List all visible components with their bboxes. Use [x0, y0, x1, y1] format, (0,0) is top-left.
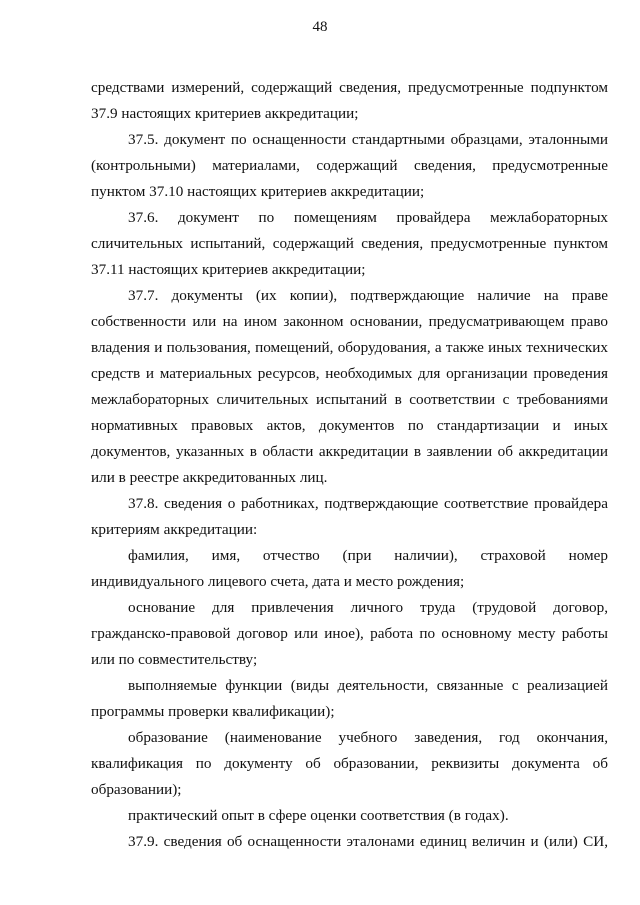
document-body: [91, 75, 608, 855]
page-number: 48: [312, 19, 328, 35]
paragraph-37-5: 37.5. документ по оснащенности стандартными образцами, эталонными (контрольными) материалами, содержащий сведения, предусмотренные пунктом 37.10 настоящих критериев аккредитации;: [91, 131, 608, 200]
paragraph-education: образование (наименование учебного заведения, год окончания, квалификация по документу об образовании, реквизиты документа об образовании);: [91, 729, 608, 798]
paragraph-37-7: 37.7. документы (их копии), подтверждающие наличие на праве собственности или на ином законном основании, предусматривающем право владения и пользования, помещений, оборудования, а также иных технических средств и материальных ресурсов, необходимых для организации проведения межлабораторных сличительных испытаний в соответствии с требованиями нормативных правовых актов, документов по стандартизации и иных документов, указанных в области аккредитации в заявлении об аккредитации или в реестре аккредитованных лиц.: [91, 287, 608, 486]
paragraph-37-8: 37.8. сведения о работниках, подтверждающие соответствие провайдера критериям аккредитации:: [91, 495, 608, 538]
paragraph-functions: выполняемые функции (виды деятельности, связанные с реализацией программы проверки квалификации);: [91, 677, 608, 720]
paragraph-employment-basis: основание для привлечения личного труда (трудовой договор, гражданско-правовой договор или иное), работа по основному месту работы или по совместительству;: [91, 599, 608, 668]
paragraph-37-6: 37.6. документ по помещениям провайдера межлабораторных сличительных испытаний, содержащий сведения, предусмотренные пунктом 37.11 настоящих критериев аккредитации;: [91, 209, 608, 278]
paragraph-full-name: фамилия, имя, отчество (при наличии), страховой номер индивидуального лицевого счета, дата и место рождения;: [91, 547, 608, 590]
paragraph-continuation: средствами измерений, содержащий сведения, предусмотренные подпунктом 37.9 настоящих критериев аккредитации;: [91, 79, 608, 122]
paragraph-37-9: 37.9. сведения об оснащенности эталонами единиц величин и (или) СИ,: [128, 833, 608, 850]
paragraph-experience: практический опыт в сфере оценки соответствия (в годах).: [128, 807, 509, 824]
